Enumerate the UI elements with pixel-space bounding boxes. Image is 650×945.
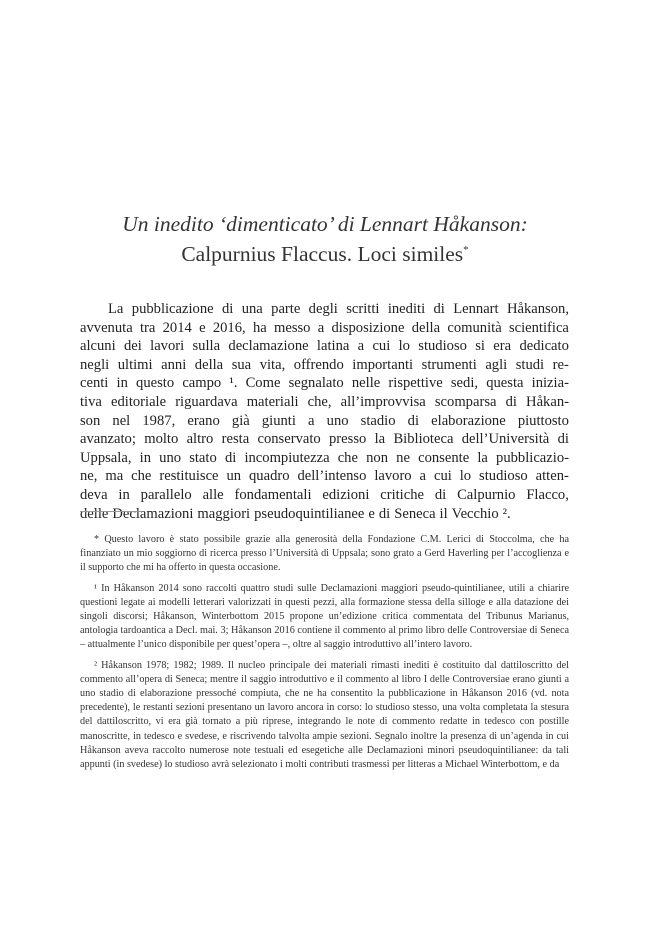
title-line-1: Un inedito ‘dimenticato’ di Lennart Håkanson: — [122, 212, 528, 236]
body-line: La pubblicazione di una parte degli scritti inediti di Lennart Håkanson, — [108, 301, 569, 317]
body-line: ne, ma che restituisce un quadro dell’intenso lavoro a cui lo studioso atten- — [80, 468, 569, 485]
body-line: alcuni dei lavori sulla declamazione latina a cui lo studioso si era dedicato — [80, 338, 569, 355]
footnote: ² Håkanson 1978; 1982; 1989. Il nucleo principale dei materiali rimasti inediti è costituito dal dattiloscritto del commento all’opera di Seneca; mentre il saggio introduttivo e il commento al libro I delle Controversiae erano giunti a uno stadio di elaborazione pressoché compiuta, che ne ha consentito la pubblicazione in Håkanson 2016 (vd. nota precedente), le restanti sezioni presentano un lavoro ancora in corso: lo studioso stesso, una volta completata la stesura del dattiloscritto, vi era già tornato a più riprese, integrando le note di commento redatte in tedesco con postille manoscritte, in tedesco e svedese, e riscrivendo talvolta ampie sezioni. Segnalo inoltre la presenza di un’agenda in cui Håkanson aveva raccolto numerose note testuali ed esegetiche alle Declamazioni minori pseudoquintilianee: da tali appunti (in svedese) lo studioso avrà selezionato i molti contributi trasmessi per litteras a Michael Winterbottom, e da — [80, 659, 569, 771]
body-line: avvenuta tra 2014 e 2016, ha messo a disposizione della comunità scientifica — [80, 319, 569, 336]
footnotes — [80, 533, 569, 778]
title-line-2-text: Calpurnius Flaccus. Loci similes — [181, 242, 464, 266]
body-line: centi in questo campo ¹. Come segnalato nelle rispettive sedi, questa inizia- — [80, 375, 569, 392]
article-title — [0, 209, 650, 269]
body-line: tiva editoriale riguardava materiali che, all’improvvisa scomparsa di Håkan- — [80, 393, 569, 410]
body-line: Uppsala, in uno stato di incompiutezza che non ne consente la pubblicazio- — [80, 449, 569, 466]
body-line: avanzato; molto altro resta conservato presso la Biblioteca dell’Università di — [80, 431, 569, 448]
title-line-2 — [0, 239, 650, 269]
body-line: son nel 1987, erano già giunti a uno stadio di elaborazione piuttosto — [80, 412, 569, 429]
footnote-separator — [80, 511, 142, 512]
footnote: * Questo lavoro è stato possibile grazie alla generosità della Fondazione C.M. Lerici di Stoccolma, che ha finanziato un mio soggiorno di ricerca presso l’Università di Uppsala; sono grato a Gerd Haverling per l’accoglienza e il supporto che mi ha offerto in questa occasione. — [80, 534, 569, 574]
body-line: delle Declamazioni maggiori pseudoquintilianee e di Seneca il Vecchio ². — [80, 505, 511, 522]
body-line: negli ultimi anni della sua vita, offrendo importanti strumenti agli studi re- — [80, 356, 569, 373]
title-footnote-mark: * — [463, 244, 469, 256]
footnote: ¹ In Håkanson 2014 sono raccolti quattro studi sulle Declamazioni maggiori pseudo-quintilianee, utili a chiarire questioni legate ai modelli letterari valorizzati in questi pezzi, alla formazione stessa della silloge e alla datazione dei singoli discorsi; Håkanson, Winterbottom 2015 propone un’edizione critica commentata del Tribunus Marianus, antologia tardoantica a Decl. mai. 3; Håkanson 2016 contiene il commento al primo libro delle Controversiae di Seneca – attualmente l’unico disponibile per quest’opera –, oltre al saggio introduttivo all’intero lavoro. — [80, 582, 569, 651]
body-text — [80, 300, 569, 523]
body-line: deva in parallelo alle fondamentali edizioni critiche di Calpurnio Flacco, — [80, 486, 569, 503]
